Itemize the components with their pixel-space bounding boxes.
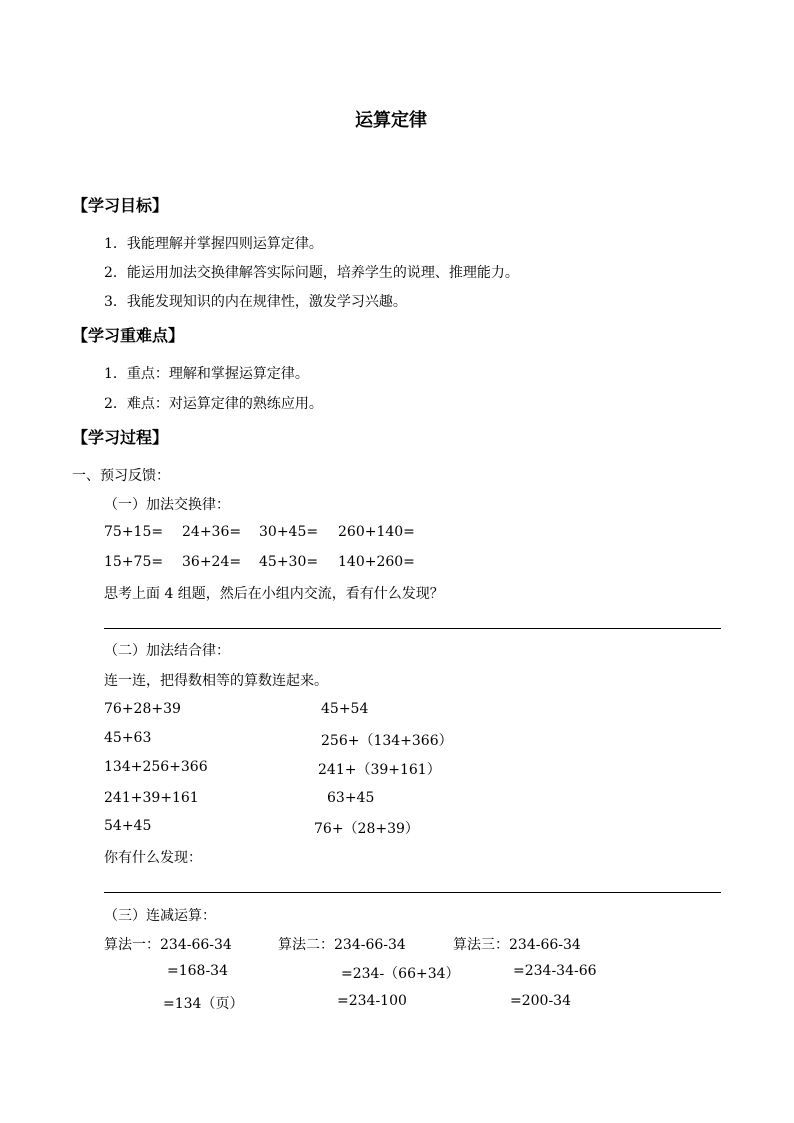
method2-line: =234-（66+34） <box>341 966 460 982</box>
match-left-item: 45+63 <box>104 730 152 746</box>
exercise-cell: 24+36= <box>182 524 242 540</box>
exercise-cell: 45+30= <box>259 554 319 570</box>
match-right-item: 76+（28+39） <box>314 821 419 837</box>
keypoints-heading: 【学习重难点】 <box>72 326 185 345</box>
method1-line: =168-34 <box>167 963 228 979</box>
match-left-item: 54+45 <box>104 818 152 834</box>
method1-line: 算法一：234-66-34 <box>104 937 232 953</box>
page-title: 运算定律 <box>355 110 427 131</box>
exercise-cell: 15+75= <box>104 554 164 570</box>
match-left-item: 134+256+366 <box>104 759 208 775</box>
sub2-question: 你有什么发现： <box>104 850 202 866</box>
goals-heading: 【学习目标】 <box>72 196 169 215</box>
exercise-cell: 260+140= <box>338 524 415 540</box>
match-right-item: 256+（134+366） <box>321 733 453 749</box>
exercise-cell: 75+15= <box>104 524 164 540</box>
sub3-label: （三）连减运算： <box>104 908 216 924</box>
exercise-cell: 36+24= <box>182 554 242 570</box>
method1-line: =134（页） <box>163 996 244 1012</box>
answer-line <box>104 628 721 629</box>
method3-line: =234-34-66 <box>513 963 597 979</box>
keypoint-item: 1．重点：理解和掌握运算定律。 <box>104 366 309 382</box>
match-right-item: 45+54 <box>321 701 369 717</box>
match-left-item: 76+28+39 <box>104 701 181 717</box>
match-right-item: 63+45 <box>327 790 375 806</box>
answer-line <box>104 892 721 893</box>
method2-line: =234-100 <box>337 993 407 1009</box>
exercise-cell: 140+260= <box>338 554 415 570</box>
sub1-label: （一）加法交换律： <box>104 497 230 513</box>
sub2-label: （二）加法结合律： <box>104 643 230 659</box>
keypoint-item: 2．难点：对运算定律的熟练应用。 <box>104 396 323 412</box>
part1-label: 一、预习反馈： <box>72 468 170 484</box>
match-right-item: 241+（39+161） <box>318 762 441 778</box>
process-heading: 【学习过程】 <box>72 428 169 447</box>
goal-item: 3．我能发现知识的内在规律性，激发学习兴趣。 <box>104 294 407 310</box>
sub1-question: 思考上面 4 组题，然后在小组内交流，看有什么发现？ <box>104 586 444 602</box>
goal-item: 2．能运用加法交换律解答实际问题，培养学生的说理、推理能力。 <box>104 265 519 281</box>
goal-item: 1．我能理解并掌握四则运算定律。 <box>104 236 323 252</box>
method3-line: =200-34 <box>510 993 571 1009</box>
exercise-cell: 30+45= <box>259 524 319 540</box>
match-left-item: 241+39+161 <box>104 790 199 806</box>
method3-line: 算法三：234-66-34 <box>453 937 581 953</box>
method2-line: 算法二：234-66-34 <box>278 937 406 953</box>
sub2-instruction: 连一连，把得数相等的算数连起来。 <box>104 673 328 689</box>
